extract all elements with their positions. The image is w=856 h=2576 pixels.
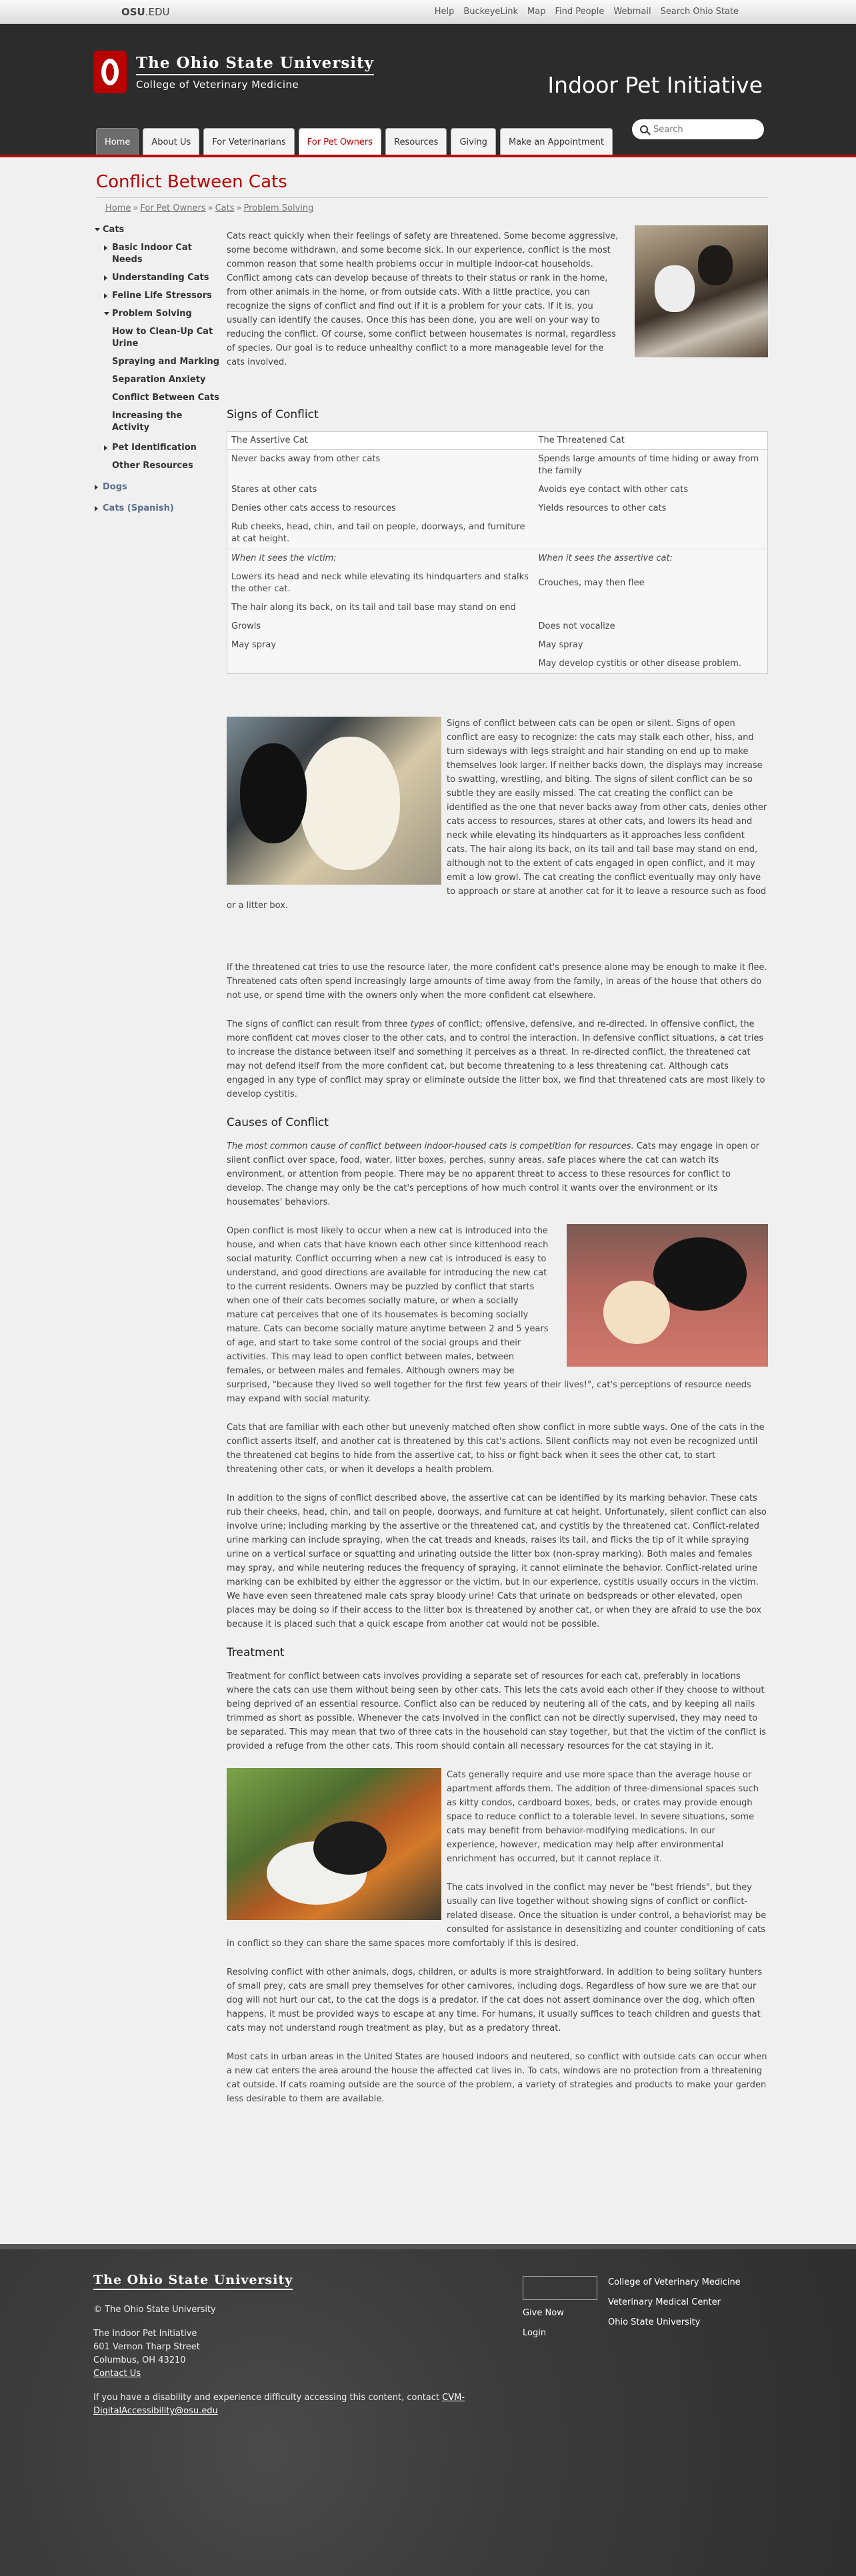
sidebar-item-separation-anxiety[interactable]: Separation Anxiety <box>112 375 206 385</box>
sidebar-item-spraying-marking[interactable]: Spraying and Marking <box>112 357 220 367</box>
footer-address: The Indoor Pet Initiative 601 Vernon Tharp Street Columbus, OH 43210 Contact Us <box>93 2329 200 2379</box>
footer-copyright: © The Ohio State University <box>93 2305 216 2315</box>
sidebar-item-basic-indoor-cat-needs[interactable]: Basic Indoor Cat Needs <box>104 242 221 266</box>
marking-paragraph: In addition to the signs of conflict described above, the assertive cat can be identified by its marking behavior. These cats rub their cheeks, head, chin, and tail on people, doorways, and furniture at cat height. Unfortunately, silent conflict can also involve urine; including marking by the assertive or the threatened cat, and cystitis by the threatened cat. Conflict-related urine marking can include spraying, when the cat treads and kneads, raises its tail, and flicks the tip of it while spraying urine on a vertical surface or squatting and urinating outside the litter box (non-spray marking). Both males and females may spray, and while neutering reduces the frequency of spraying, it cannot eliminate the behavior. Conflict-related urine marking can be exhibited by either the aggressor or the victim, but in our experience, cystitis usually occurs in the victim. We have even seen threatened male cats spray bloody urine! Cats that urinate on bedspreads or other elevated, open places may be doing so if their access to the litter box is threatened by another cat, or when they are afraid to use the box because it is placed such that a quick escape from another cat would not be possible. <box>227 1493 767 1629</box>
sidebar-item-problem-solving[interactable]: Problem Solving <box>104 308 221 320</box>
sidebar-item-cats-spanish[interactable]: Cats (Spanish) <box>95 503 221 515</box>
table-row: Growls Does not vocalize <box>231 621 615 631</box>
types-paragraph: The signs of conflict can result from three types of conflict; offensive, defensive, and re-directed. In offensive conflict, the more confident cat moves closer to the other cats, and to control the interaction. In defensive conflict situations, a cat tries to increase the distance between itself and something it perceives as a threat. In re-directed conflict, the threatened cat may not defend itself from the more confident cat, but become threatening to a less threatening cat. Although cats engaged in any type of conflict may spray or eliminate outside the litter box, we find that threatened cats are most likely to develop cystitis. <box>227 1019 765 1099</box>
sidebar-item-understanding-cats[interactable]: Understanding Cats <box>104 272 221 284</box>
chevron-right-icon <box>104 245 107 251</box>
main-nav <box>96 128 613 155</box>
accessibility-email-link[interactable]: CVM-DigitalAccessibility@osu.edu <box>93 2393 465 2416</box>
breadcrumb-problem-solving[interactable]: Problem Solving <box>243 203 314 213</box>
osu-edu-link[interactable]: OSU.EDU <box>121 6 170 18</box>
cats-on-bench-photo <box>227 1768 441 1920</box>
content-area <box>88 157 768 2121</box>
open-silent-paragraph: Signs of conflict between cats can be open or silent. Signs of open conflict are easy to recognize: the cats may stalk each other, hiss, and turn sideways with legs straight and hair standing on end up to make themselves look larger. If neither backs down, the displays may increase to swatting, wrestling, and biting. The signs of silent conflict can be so subtle they are easily missed. The cat creating the conflict can be identified as the one that never backs away from other cats, denies other cats access to resources, stares at other cats, and lowers its head and neck while elevating its hindquarters as it approaches less confident cats. The hair along its back, on its tail and tail base may stand on end, although not to the extent of cats engaged in open conflict, and it may emit a low growl. The cat creating the conflict eventually may only have to approach or stare at another cat for it to leave a resource such as food or a litter box. <box>227 719 767 911</box>
chevron-right-icon <box>95 485 98 490</box>
table-row: May develop cystitis or other disease problem. <box>538 659 741 669</box>
util-buckeyelink-link[interactable]: BuckeyeLink <box>463 7 519 17</box>
osu-utility-bar <box>0 0 856 24</box>
site-title[interactable]: Indoor Pet Initiative <box>547 72 763 98</box>
table-row: When it sees the victim: When it sees the assertive cat: <box>227 549 768 569</box>
white-cat-photo <box>227 717 441 885</box>
best-friends-paragraph: The cats involved in the conflict may never be "best friends", but they usually can live together without showing signs of conflict or conflict-related disease. Once the situation is under control, a behaviorist may be consulted for assistance in desensitizing and counter conditioning of cats in conflict so they can share the same spaces more comfortably if this is desired. <box>227 1883 767 1949</box>
nav-tab-for-veterinarians[interactable]: For Veterinarians <box>203 128 295 155</box>
sidebar-item-dogs[interactable]: Dogs <box>95 481 221 493</box>
sidebar-item-increasing-activity[interactable]: Increasing the Activity <box>112 411 183 433</box>
search-box <box>632 119 764 139</box>
table-row: May spray May spray <box>231 640 583 650</box>
give-now-link[interactable]: Give Now <box>523 2308 564 2318</box>
table-row: Denies other cats access to resources Yields resources to other cats <box>231 503 667 513</box>
sidebar-item-pet-identification[interactable]: Pet Identification <box>104 442 221 454</box>
nav-tab-home[interactable]: Home <box>96 128 139 155</box>
cats-photo-1 <box>635 225 768 357</box>
sidebar-item-other-resources[interactable]: Other Resources <box>112 461 193 471</box>
table-row: The hair along its back, on its tail and tail base may stand on end <box>231 603 516 613</box>
sidebar-item-feline-life-stressors[interactable]: Feline Life Stressors <box>104 290 221 302</box>
search-input[interactable] <box>652 124 752 135</box>
util-webmail-link[interactable]: Webmail <box>613 7 651 17</box>
login-link[interactable]: Login <box>523 2328 547 2338</box>
site-footer <box>0 2244 856 2576</box>
util-search-osu-link[interactable]: Search Ohio State <box>660 7 739 17</box>
college-name: College of Veterinary Medicine <box>136 78 299 91</box>
osu-vet-logo[interactable] <box>93 51 374 93</box>
footer-link-vet-medical-center[interactable]: Veterinary Medical Center <box>608 2297 721 2307</box>
table-row: Never backs away from other cats Spends large amounts of time hiding or away from the family <box>231 454 759 476</box>
search-icon[interactable] <box>640 125 648 133</box>
breadcrumb-pet-owners[interactable]: For Pet Owners <box>140 203 206 213</box>
block-o-logo-icon <box>93 51 127 93</box>
sidebar-item-clean-up-urine[interactable]: How to Clean-Up Cat Urine <box>112 327 213 349</box>
causes-heading: Causes of Conflict <box>227 1116 329 1129</box>
table-row: Lowers its head and neck while elevating its hindquarters and stalks the other cat. Crouches, may then flee <box>231 572 645 594</box>
site-header <box>0 24 856 157</box>
footer-link-ohio-state[interactable]: Ohio State University <box>608 2317 701 2327</box>
main-content <box>227 224 768 2121</box>
sidebar-nav <box>88 224 221 2121</box>
footer-accessibility: If you have a disability and experience difficulty accessing this content, contact CVM-DigitalAccessibility@osu.edu <box>93 2393 465 2416</box>
table-header-assertive: The Assertive Cat <box>227 432 535 450</box>
chevron-right-icon <box>104 275 107 281</box>
title-divider <box>96 197 768 198</box>
outside-cats-paragraph: Most cats in urban areas in the United States are housed indoors and neutered, so conflict with outside cats can occur when a new cat enters the area around the house the affected cat lives in. To cats, windows are no protection from a threatening cat outside. If cats roaming outside are the source of the problem, a variety of strategies and products to make your garden less desirable to them are available. <box>227 2052 767 2104</box>
intro-paragraph: Cats react quickly when their feelings of safety are threatened. Some become aggressive, some become withdrawn, and some become sick. In our experience, conflict is the most common reason that some health problems occur in multiple indoor-cat households. Conflict among cats can develop because of threats to their status or rank in the home, from other animals in the home, or from outside cats. With a little practice, you can recognize the signs of conflict and find out if it is a problem for your cats. If it is, you usually can identify the causes. Once this has been done, you are well on your way to reducing the conflict. Of course, some conflict between housemates is normal, regardless of species. Our goal is to reduce unhealthy conflict to a more manageable level for the cats involved. <box>227 231 619 367</box>
nav-tab-about-us[interactable]: About Us <box>143 128 199 155</box>
util-help-link[interactable]: Help <box>434 7 455 17</box>
footer-broken-image-icon <box>523 2276 597 2300</box>
table-row: Rub cheeks, head, chin, and tail on people, doorways, and furniture at cat height. <box>231 522 525 544</box>
university-name: The Ohio State University <box>136 54 374 75</box>
chevron-right-icon <box>95 506 98 511</box>
footer-link-college-vet-med[interactable]: College of Veterinary Medicine <box>608 2277 741 2287</box>
chevron-right-icon <box>104 293 107 299</box>
sidebar-item-cats[interactable]: Cats <box>95 224 221 236</box>
causes-paragraph: The most common cause of conflict between indoor-housed cats is competition for resources. Cats may engage in open or silent conflict over space, food, water, litter boxes, perches, sunny areas, safe places where the cat can watch its environment, or attention from people. There may be no apparent threat to access to these resources for conflict to develop. The change may only be the cat's perceptions of how much control it wants over the environment or its housemates' behaviors. <box>227 1141 760 1207</box>
new-cat-paragraph: Open conflict is most likely to occur when a new cat is introduced into the house, and when cats that have known each other since kittenhood reach social maturity. Conflict occurring when a new cat is introduced is easy to understand, and good directions are available for introducing the new cat to the current residents. Owners may be puzzled by conflict that starts when one of their cats becomes socially mature, or when a socially mature cat perceives that one of its housemates is becoming socially mature. Cats can become socially mature anytime between 2 and 5 years of age, and start to take some control of the social groups and their activities. This may lead to open conflict between males, between females, or between males and females. Although owners may be surprised, "because they lived so well together for the first few years of their lives!", cat's perceptions of resource needs may expand with social maturity. <box>227 1226 751 1404</box>
footer-osu-logo[interactable]: The Ohio State University <box>93 2273 293 2290</box>
treatment-paragraph: Treatment for conflict between cats involves providing a separate set of resources for each cat, preferably in locations where the cats can use them without being seen by other cats. This lets the cats avoid each other if they choose to without being deprived of an essential resource. Conflict also can be reduced by neutering all of the cats, and by keeping all nails trimmed as short as possible. Whenever the cats involved in the conflict can not be directly supervised, they may need to be separated. This may mean that two of three cats in the household can stay together, but that the victim of the conflict is provided a refuge from the other cats. This room should contain all necessary resources for the cat staying in it. <box>227 1671 767 1751</box>
threatened-paragraph: If the threatened cat tries to use the resource later, the more confident cat's presence alone may be enough to make it flee. Threatened cats often spend increasingly large amounts of time away from the family, in areas of the house that others do not use, or spend time with the owners only when the more confident cat elsewhere. <box>227 963 767 1001</box>
familiar-cats-paragraph: Cats that are familiar with each other but unevenly matched often show conflict in more subtle ways. One of the cats in the conflict asserts itself, and another cat is threatened by this cat's actions. Silent conflicts may not even be recognized until the threatened cat begins to hide from the assertive cat, to hiss or fight back when it sees the other cat, to start threatening other cats, or when it develops a health problem. <box>227 1423 765 1475</box>
page-title: Conflict Between Cats <box>96 172 287 192</box>
sidebar-item-conflict-between-cats[interactable]: Conflict Between Cats <box>112 393 219 403</box>
nav-tab-for-pet-owners[interactable]: For Pet Owners <box>299 128 381 155</box>
black-cat-kitten-photo <box>567 1224 768 1367</box>
util-find-people-link[interactable]: Find People <box>555 7 605 17</box>
other-animals-paragraph: Resolving conflict with other animals, dogs, children, or adults is more straightforward. In addition to being solitary hunters of small prey, cats are small prey themselves for other carnivores, including dogs. Regardless of how sure we are that our dog will not hurt our cat, to the cat the dogs is a predator. If the cat does not assert dominance over the dog, which often happens, it must be provided ways to escape at any time. For humans, it usually suffices to teach children and guests that cats may not understand rough treatment as play, but as a predatory threat. <box>227 1967 763 2033</box>
chevron-down-icon <box>95 228 100 231</box>
chevron-right-icon <box>104 445 107 451</box>
space-paragraph: Cats generally require and use more space than the average house or apartment affords them. The addition of three-dimensional spaces such as kitty condos, cardboard boxes, beds, or crates may provide enough space to reduce conflict to a tolerable level. In severe situations, some cats may benefit from behavior-modifying medications. In our experience, however, medication may help after environmental enrichment has occurred, but it cannot replace it. <box>447 1770 759 1864</box>
nav-tab-resources[interactable]: Resources <box>385 128 447 155</box>
table-row: Stares at other cats Avoids eye contact with other cats <box>231 485 689 495</box>
table-header-threatened: The Threatened Cat <box>535 432 768 450</box>
util-map-link[interactable]: Map <box>527 7 546 17</box>
nav-tab-giving[interactable]: Giving <box>451 128 495 155</box>
chevron-down-icon <box>104 312 109 315</box>
signs-of-conflict-table <box>227 431 768 674</box>
breadcrumb-home[interactable]: Home <box>105 203 131 213</box>
breadcrumb: Home » For Pet Owners » Cats » Problem Solving <box>105 203 314 213</box>
nav-tab-make-appointment[interactable]: Make an Appointment <box>500 128 613 155</box>
signs-heading: Signs of Conflict <box>227 408 319 421</box>
breadcrumb-cats[interactable]: Cats <box>215 203 235 213</box>
treatment-heading: Treatment <box>227 1646 285 1659</box>
contact-us-link[interactable]: Contact Us <box>93 2369 141 2379</box>
osu-utility-nav <box>435 7 739 17</box>
